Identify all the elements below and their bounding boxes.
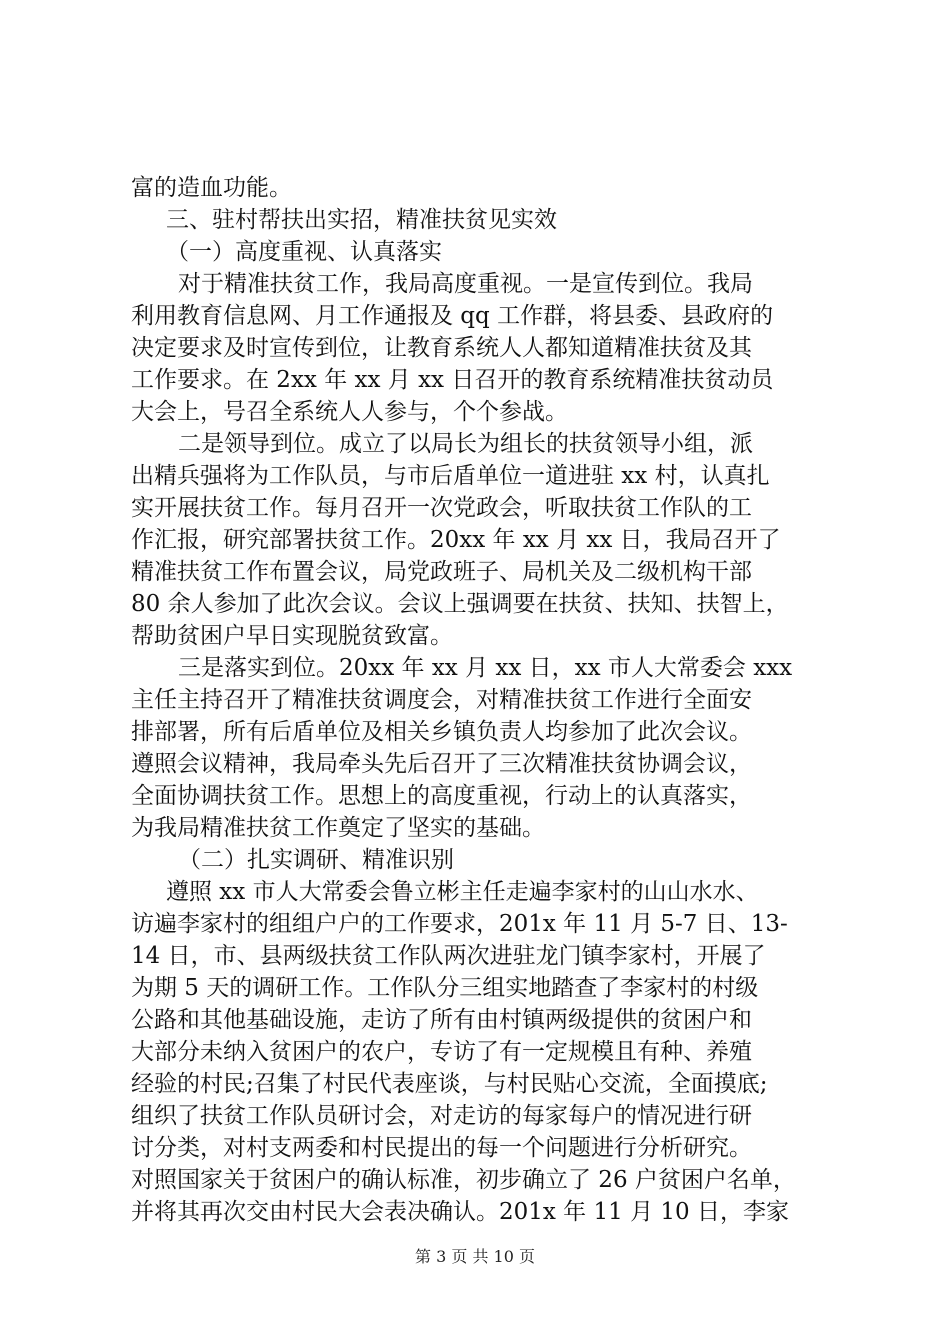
text-line: 并将其再次交由村民大会表决确认。201x 年 11 月 10 日，李家 [131,1199,789,1225]
page-number-footer: 第 3 页 共 10 页 [415,1247,535,1266]
text-line: 利用教育信息网、月工作通报及 qq 工作群，将县委、县政府的 [131,303,774,329]
text-line: 组织了扶贫工作队员研讨会，对走访的每家每户的情况进行研 [131,1103,752,1129]
text-line: 帮助贫困户早日实现脱贫致富。 [131,623,453,649]
text-line: 三是落实到位。20xx 年 xx 月 xx 日，xx 市人大常委会 xxx [178,655,793,681]
text-line: 讨分类，对村支两委和村民提出的每一个问题进行分析研究。 [131,1135,752,1161]
section-heading: 三、驻村帮扶出实招，精准扶贫见实效 [166,207,557,233]
text-line: 大会上，号召全系统人人参与，个个参战。 [131,399,568,425]
text-line: 主任主持召开了精准扶贫调度会，对精准扶贫工作进行全面安 [131,687,752,713]
text-line: 为期 5 天的调研工作。工作队分三组实地踏查了李家村的村级 [131,975,759,1001]
text-line: 80 余人参加了此次会议。会议上强调要在扶贫、扶知、扶智上， [131,591,789,617]
text-line: 决定要求及时宣传到位，让教育系统人人都知道精准扶贫及其 [131,335,752,361]
text-line: 出精兵强将为工作队员，与市后盾单位一道进驻 xx 村，认真扎 [131,463,770,489]
text-line: 对于精准扶贫工作，我局高度重视。一是宣传到位。我局 [178,271,753,297]
text-line: 公路和其他基础设施，走访了所有由村镇两级提供的贫困户和 [131,1007,752,1033]
text-line: 精准扶贫工作布置会议，局党政班子、局机关及二级机构干部 [131,559,752,585]
text-line: 为我局精准扶贫工作奠定了坚实的基础。 [131,815,545,841]
text-line: 访遍李家村的组组户户的工作要求，201x 年 11 月 5-7 日、13- [131,911,788,937]
text-line: 作汇报，研究部署扶贫工作。20xx 年 xx 月 xx 日，我局召开了 [131,527,781,553]
text-line: 经验的村民;召集了村民代表座谈，与村民贴心交流，全面摸底; [131,1071,768,1097]
text-line: 大部分未纳入贫困户的农户，专访了有一定规模且有种、养殖 [131,1039,752,1065]
text-line: 全面协调扶贫工作。思想上的高度重视，行动上的认真落实， [131,783,752,809]
subsection-heading: （一）高度重视、认真落实 [166,239,442,265]
text-line: 14 日，市、县两级扶贫工作队两次进驻龙门镇李家村，开展了 [131,943,766,969]
text-line: 二是领导到位。成立了以局长为组长的扶贫领导小组，派 [178,431,753,457]
text-line: 实开展扶贫工作。每月召开一次党政会，听取扶贫工作队的工 [131,495,752,521]
text-line: 工作要求。在 2xx 年 xx 月 xx 日召开的教育系统精准扶贫动员 [131,367,774,393]
text-line: 富的造血功能。 [131,175,292,201]
text-line: 排部署，所有后盾单位及相关乡镇负责人均参加了此次会议。 [131,719,752,745]
subsection-heading: （二）扎实调研、精准识别 [178,847,454,873]
text-line: 对照国家关于贫困户的确认标准，初步确立了 26 户贫困户名单， [131,1167,796,1193]
text-line: 遵照会议精神，我局牵头先后召开了三次精准扶贫协调会议， [131,751,752,777]
text-line: 遵照 xx 市人大常委会鲁立彬主任走遍李家村的山山水水、 [166,879,759,905]
